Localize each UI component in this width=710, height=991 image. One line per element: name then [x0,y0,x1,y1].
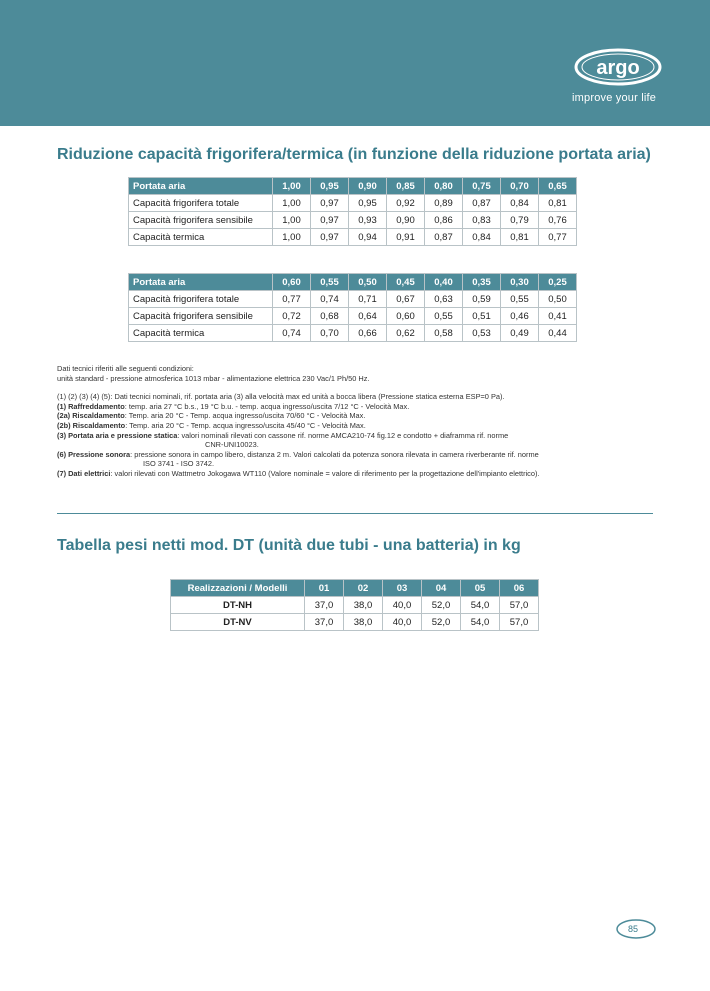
header-cell: 0,25 [539,274,577,291]
capacity-table-2 [128,273,577,342]
header-cell: 02 [344,580,383,597]
table-cell: 54,0 [461,614,500,631]
table-cell: 40,0 [383,614,422,631]
table-cell: 0,87 [425,229,463,246]
note-line [57,469,677,479]
table-cell: 0,64 [349,308,387,325]
section-divider [57,513,653,514]
table-cell: 0,55 [501,291,539,308]
header-band [0,0,710,126]
table-cell: 0,41 [539,308,577,325]
table-cell: 0,63 [425,291,463,308]
note-continuation: CNR-UNI10023. [205,440,259,450]
table-cell: 0,74 [311,291,349,308]
header-cell: 0,50 [349,274,387,291]
row-label: Capacità termica [129,325,273,342]
table-cell: 0,67 [387,291,425,308]
table-cell: 1,00 [273,212,311,229]
row-label: DT-NH [171,597,305,614]
page-number: 85 [628,924,639,934]
table-cell: 0,50 [539,291,577,308]
note-line [57,421,677,431]
table-cell: 0,83 [463,212,501,229]
header-cell: 01 [305,580,344,597]
header-cell: 03 [383,580,422,597]
table-row [129,229,577,246]
row-label: Capacità frigorifera totale [129,195,273,212]
header-cell: 0,85 [387,178,425,195]
note-line [57,402,677,412]
row-label: Capacità frigorifera sensibile [129,308,273,325]
table-row [171,597,539,614]
table-cell: 37,0 [305,597,344,614]
table-cell: 0,62 [387,325,425,342]
header-cell: 0,45 [387,274,425,291]
note-label: (2b) Riscaldamento [57,420,126,430]
note-line: (1) (2) (3) (4) (5): Dati tecnici nominali, rif. portata aria (3) alla velocità max ed unità a bocca libera (Pressione statica esterna ESP=0 Pa). [57,392,505,402]
table-row [129,308,577,325]
header-cell: 04 [422,580,461,597]
table-cell: 0,60 [387,308,425,325]
table-cell: 0,81 [501,229,539,246]
table-cell: 0,71 [349,291,387,308]
table-cell: 0,92 [387,195,425,212]
table-cell: 0,68 [311,308,349,325]
table-cell: 0,97 [311,212,349,229]
table-cell: 40,0 [383,597,422,614]
tagline: improve your life [572,92,657,104]
header-cell: 0,35 [463,274,501,291]
table-cell: 0,70 [311,325,349,342]
table-cell: 0,77 [273,291,311,308]
table-cell: 0,74 [273,325,311,342]
header-cell: Realizzazioni / Modelli [171,580,305,597]
table-cell: 38,0 [344,614,383,631]
header-cell: 0,55 [311,274,349,291]
note-line [57,431,677,441]
note-label: (2a) Riscaldamento [57,411,125,421]
table-header-row [171,580,539,597]
table-header-row [129,274,577,291]
table-cell: 0,91 [387,229,425,246]
note-intro: unità standard - pressione atmosferica 1013 mbar - alimentazione elettrica 230 Vac/1 Ph/50 Hz. [57,373,370,383]
header-cell: 06 [500,580,539,597]
table-cell: 0,55 [425,308,463,325]
table-cell: 0,49 [501,325,539,342]
header-cell: 0,65 [539,178,577,195]
table-cell: 0,66 [349,325,387,342]
note-label: (6) Pressione sonora [57,449,131,459]
row-label: Capacità frigorifera totale [129,291,273,308]
note-text: : valori nominali rilevati con cassone rif. norme AMCA210-74 fig.12 e condotto + diaframma rif. norme [177,430,509,440]
table-cell: 1,00 [273,195,311,212]
table-cell: 0,86 [425,212,463,229]
table-cell: 0,58 [425,325,463,342]
note-label: (7) Dati elettrici [57,468,111,478]
table-cell: 0,72 [273,308,311,325]
header-cell: 0,95 [311,178,349,195]
table-cell: 0,87 [463,195,501,212]
table-cell: 0,97 [311,229,349,246]
table-cell: 0,76 [539,212,577,229]
table-cell: 52,0 [422,597,461,614]
svg-text:argo: argo [596,57,640,79]
header-cell: Portata aria [129,178,273,195]
table-cell: 0,93 [349,212,387,229]
row-label: Capacità termica [129,229,273,246]
table-cell: 38,0 [344,597,383,614]
table-cell: 0,46 [501,308,539,325]
argo-logo [574,48,662,86]
technical-notes [57,364,677,479]
row-label: DT-NV [171,614,305,631]
table-cell: 0,53 [463,325,501,342]
header-cell: 0,70 [501,178,539,195]
section1-title: Riduzione capacità frigorifera/termica (in funzione della riduzione portata aria) [57,146,651,163]
table-row [129,195,577,212]
header-cell: 0,30 [501,274,539,291]
note-text: : temp. aria 27 °C b.s., 19 °C b.u. - temp. acqua ingresso/uscita 7/12 °C - Velocità Max. [124,401,410,411]
table-cell: 0,81 [539,195,577,212]
header-cell: 1,00 [273,178,311,195]
table-cell: 0,95 [349,195,387,212]
header-cell: 05 [461,580,500,597]
note-continuation: ISO 3741 - ISO 3742. [143,459,215,469]
header-cell: 0,90 [349,178,387,195]
table-cell: 0,97 [311,195,349,212]
table-cell: 0,59 [463,291,501,308]
table-cell: 0,89 [425,195,463,212]
table-cell: 0,94 [349,229,387,246]
table-row [171,614,539,631]
table-cell: 0,90 [387,212,425,229]
note-text: : valori rilevati con Wattmetro Jokogawa WT110 (Valore nominale = valore di riferimento per la progettazione dell'impianto elettrico). [110,468,540,478]
note-line [57,450,677,460]
header-cell: 0,75 [463,178,501,195]
table-cell: 52,0 [422,614,461,631]
note-text: : pressione sonora in campo libero, distanza 2 m. Valori calcolati da potenza sonora rilevata in camera riverberante rif. norme [130,449,539,459]
table-row [129,212,577,229]
table-cell: 0,44 [539,325,577,342]
table-header-row [129,178,577,195]
note-text: : Temp. aria 20 °C - Temp. acqua ingresso/uscita 70/60 °C - Velocità Max. [124,411,366,421]
table-cell: 0,84 [463,229,501,246]
table-cell: 54,0 [461,597,500,614]
note-label: (1) Raffreddamento [57,401,125,411]
note-intro: Dati tecnici riferiti alle seguenti condizioni: [57,364,194,373]
section2-title: Tabella pesi netti mod. DT (unità due tubi - una batteria) in kg [57,537,521,554]
table-cell: 37,0 [305,614,344,631]
header-cell: Portata aria [129,274,273,291]
capacity-table-1 [128,177,577,246]
table-row [129,291,577,308]
table-cell: 57,0 [500,614,539,631]
note-label: (3) Portata aria e pressione statica [57,430,178,440]
table-cell: 1,00 [273,229,311,246]
table-cell: 57,0 [500,597,539,614]
header-cell: 0,60 [273,274,311,291]
row-label: Capacità frigorifera sensibile [129,212,273,229]
note-text: : Temp. aria 20 °C - Temp. acqua ingresso/uscita 45/40 °C - Velocità Max. [125,420,366,430]
table-cell: 0,84 [501,195,539,212]
header-cell: 0,80 [425,178,463,195]
header-cell: 0,40 [425,274,463,291]
table-cell: 0,51 [463,308,501,325]
weights-table [170,579,539,631]
table-cell: 0,77 [539,229,577,246]
table-row [129,325,577,342]
table-cell: 0,79 [501,212,539,229]
note-line [57,411,677,421]
